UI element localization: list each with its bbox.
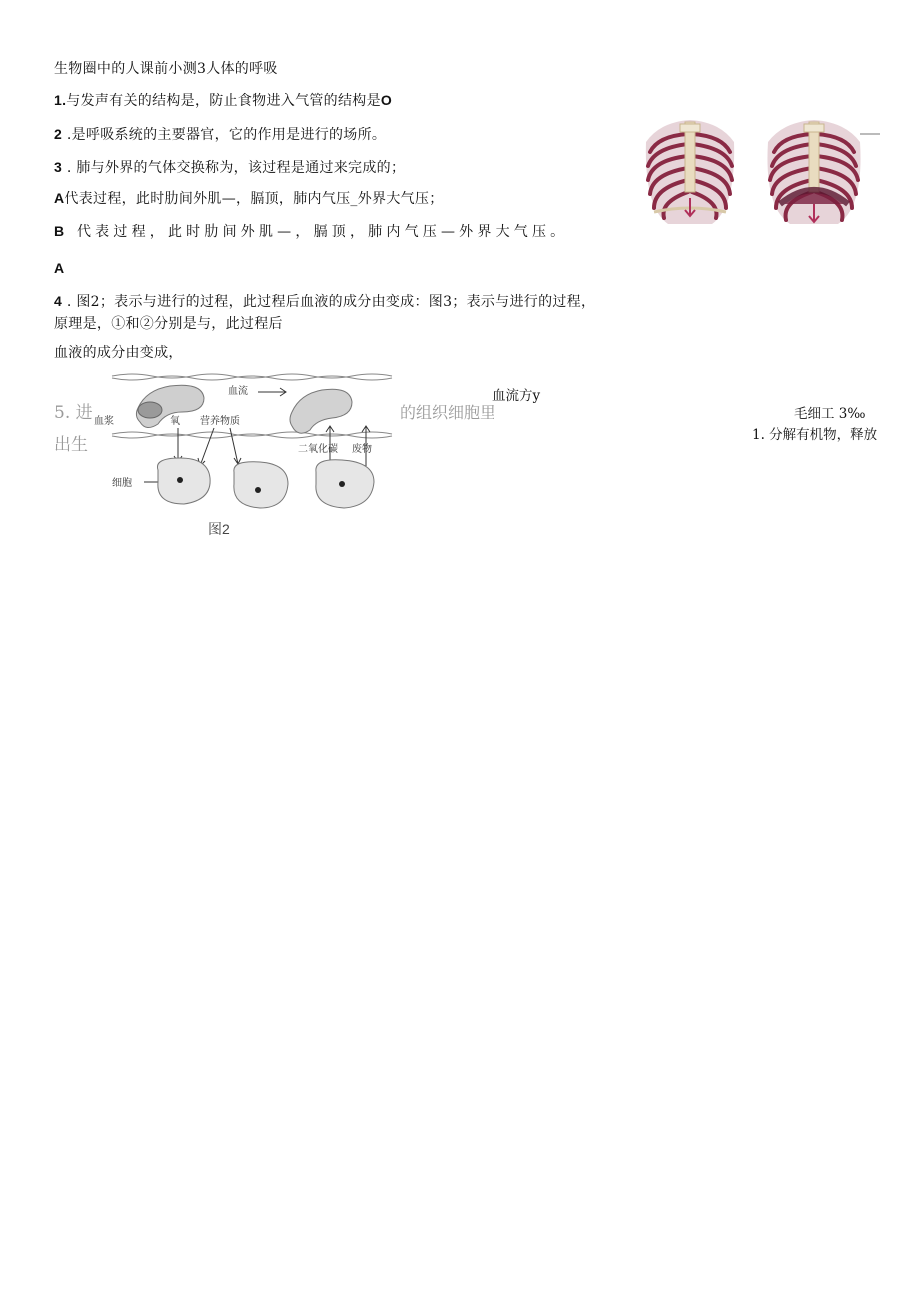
ribcage-right xyxy=(767,120,880,224)
question-4-line2: 原理是，①和②分别是与，此过程后 xyxy=(54,316,283,332)
capillary-note: 毛细工 3‰ xyxy=(794,406,866,422)
label-co2: 二氧化碳 xyxy=(298,444,338,455)
label-cell: 细胞 xyxy=(112,478,132,489)
question-3b xyxy=(54,221,568,241)
question-1 xyxy=(54,90,392,110)
question-3 xyxy=(54,157,405,177)
label-plasma: 血浆 xyxy=(94,416,114,427)
question-3a-text: 代表过程，此时肋间外肌—，膈顶，肺内气压_外界大气压； xyxy=(64,191,444,207)
question-4-line1: . 图2；表示与进行的过程，此过程后血液的成分由变成：图3；表示与进行的过程， xyxy=(66,294,596,310)
question-2-text: .是呼吸系统的主要器官，它的作用是进行的场所。 xyxy=(66,127,387,143)
question-4-line3: 血液的成分由变成， xyxy=(54,345,183,361)
q5-fragment-right: 的组织细胞里 xyxy=(400,403,494,422)
question-3-number: 3 xyxy=(54,159,63,175)
tissue-cells xyxy=(157,458,374,508)
page-title: 生物圈中的人课前小测3人体的呼吸 xyxy=(54,61,278,77)
ribcage-figure xyxy=(640,112,890,232)
blood-flow-direction-note: 血流方y xyxy=(492,388,541,404)
figure-2 xyxy=(54,368,494,543)
label-oxygen: 氧 xyxy=(170,416,180,427)
question-3a xyxy=(54,188,444,208)
decompose-note: 1. 分解有机物，释放 xyxy=(752,427,878,443)
capillary-exchange-diagram xyxy=(54,368,494,543)
ribcage-illustration xyxy=(640,112,890,232)
question-3b-label: B xyxy=(54,223,69,239)
label-nutrients: 营养物质 xyxy=(200,416,240,427)
question-3b-text: 代表过程，此时肋间外肌—，膈顶，肺内气压—外界大气压。 xyxy=(76,224,569,240)
question-2-number: 2 xyxy=(54,126,63,142)
q5-fragment-left-2: 出生 xyxy=(54,435,88,455)
label-blood-flow: 血流 xyxy=(228,386,248,397)
question-3a-label: A xyxy=(54,190,65,206)
q5-fragment-left: 5. 进 xyxy=(54,403,93,423)
question-4-number: 4 xyxy=(54,293,63,309)
question-3-text: . 肺与外界的气体交换称为，该过程是通过来完成的； xyxy=(66,160,406,176)
blood-flow-arrow xyxy=(258,388,286,396)
question-2 xyxy=(54,124,386,144)
label-waste: 废物 xyxy=(352,444,372,455)
figure-2-caption: 图2 xyxy=(208,521,230,537)
question-1-number: 1. xyxy=(54,92,67,108)
answer-label-a: A xyxy=(54,260,65,276)
question-4 xyxy=(54,291,595,311)
ribcage-left xyxy=(646,120,734,224)
question-1-tail: O xyxy=(380,92,393,108)
question-1-text: 与发声有关的结构是，防止食物进入气管的结构是 xyxy=(66,93,381,109)
